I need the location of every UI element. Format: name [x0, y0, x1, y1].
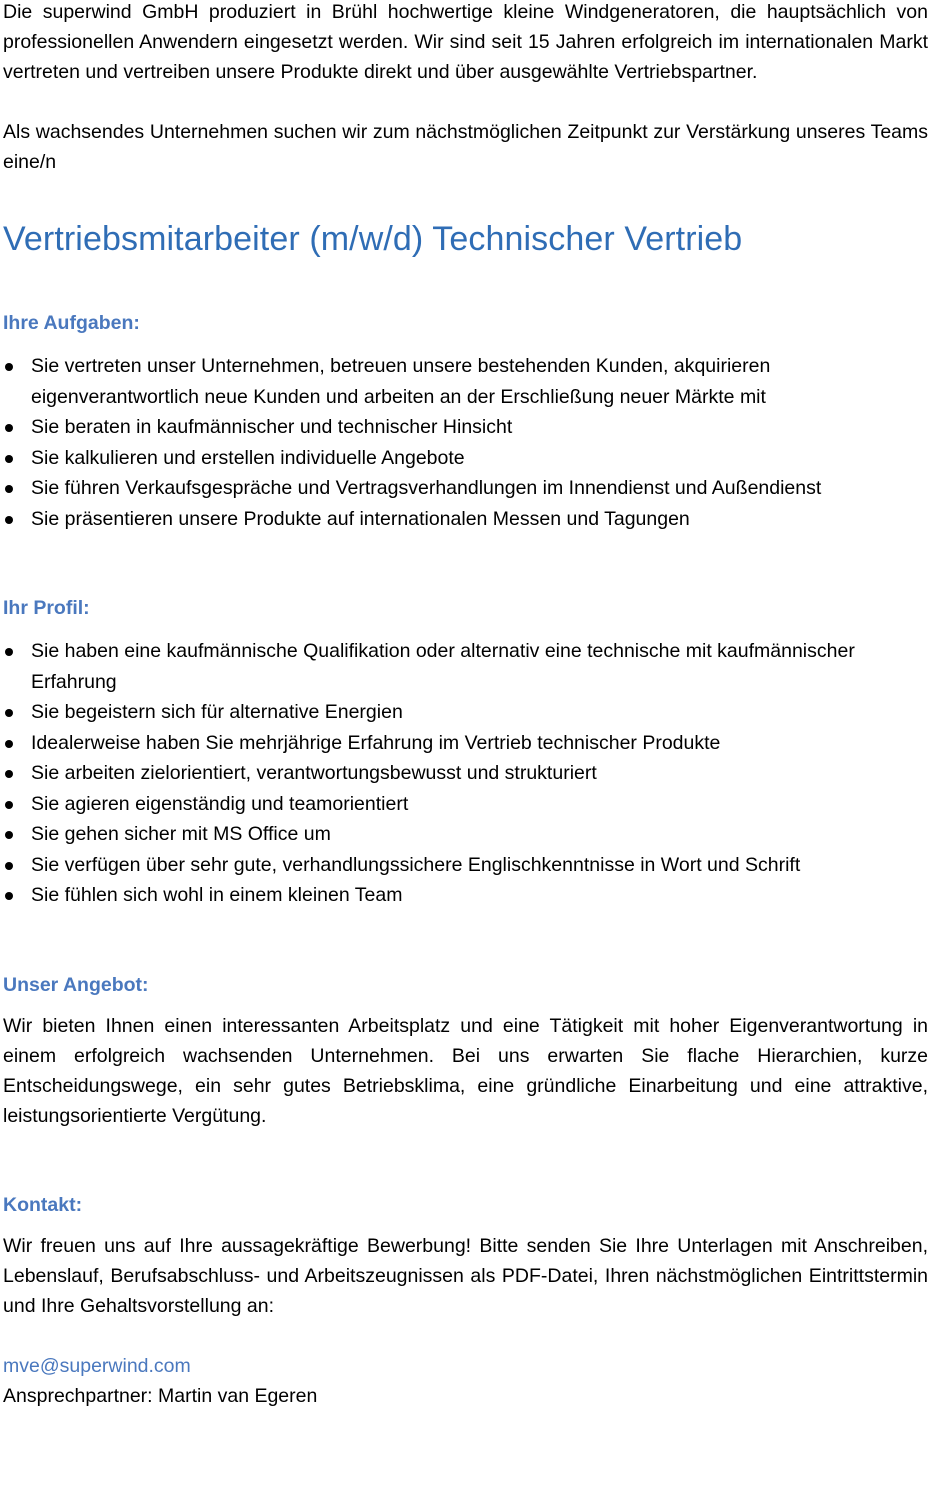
aufgaben-list — [3, 351, 928, 534]
contact-person: Ansprechpartner: Martin van Egeren — [3, 1384, 318, 1407]
bullet-icon — [5, 709, 13, 717]
list-item-text: Sie präsentieren unsere Produkte auf internationalen Messen und Tagungen — [31, 507, 690, 530]
section-heading-kontakt: Kontakt: — [3, 1193, 83, 1216]
profil-list — [3, 636, 928, 911]
bullet-icon — [5, 740, 13, 748]
list-item — [3, 412, 928, 443]
job-title: Vertriebsmitarbeiter (m/w/d) Technischer Vertrieb — [3, 220, 743, 258]
bullet-icon — [5, 648, 13, 656]
list-item — [3, 880, 928, 911]
bullet-icon — [5, 363, 13, 371]
list-item — [3, 443, 928, 474]
list-item-text: Sie fühlen sich wohl in einem kleinen Team — [31, 884, 403, 906]
section-heading-angebot: Unser Angebot: — [3, 973, 149, 996]
list-item-text: Sie beraten in kaufmännischer und technischer Hinsicht — [31, 416, 513, 438]
list-item — [3, 636, 928, 697]
list-item-text: Sie arbeiten zielorientiert, verantwortungsbewusst und strukturiert — [31, 762, 597, 784]
job-posting-document — [3, 0, 928, 1411]
list-item — [3, 728, 928, 759]
section-heading-aufgaben: Ihre Aufgaben: — [3, 312, 140, 334]
list-item-text: Sie verfügen über sehr gute, verhandlungssichere Englischkenntnisse in Wort und Schrift — [31, 853, 801, 876]
bullet-icon — [5, 424, 13, 432]
list-item — [3, 473, 928, 504]
list-item-text: Sie führen Verkaufsgespräche und Vertragsverhandlungen im Innendienst und Außendienst — [31, 477, 822, 499]
list-item — [3, 850, 928, 881]
bullet-icon — [5, 892, 13, 900]
angebot-paragraph: Wir bieten Ihnen einen interessanten Arbeitsplatz und eine Tätigkeit mit hoher Eigenverantwortung in einem erfolgreich wachsenden Unternehmen. Bei uns erwarten Sie flache Hierarchien, kurze Entscheidungswege, ein sehr gutes Betriebsklima, eine gründliche Einarbeitung und eine attraktive, leistungsorientierte Vergütung. — [3, 1014, 928, 1127]
list-item-text: Idealerweise haben Sie mehrjährige Erfahrung im Vertrieb technischer Produkte — [31, 731, 721, 754]
list-item — [3, 789, 928, 820]
bullet-icon — [5, 831, 13, 839]
intro-paragraph-search: Als wachsendes Unternehmen suchen wir zum nächstmöglichen Zeitpunkt zur Verstärkung unseres Teams eine/n — [3, 121, 928, 173]
kontakt-paragraph: Wir freuen uns auf Ihre aussagekräftige Bewerbung! Bitte senden Sie Ihre Unterlagen mit Anschreiben, Lebenslauf, Berufsabschluss- und Arbeitszeugnissen als PDF-Datei, Ihren nächstmöglichen Eintrittstermin und Ihre Gehaltsvorstellung an: — [3, 1234, 928, 1317]
list-item-text: Sie kalkulieren und erstellen individuelle Angebote — [31, 446, 465, 469]
list-item-text: Sie vertreten unser Unternehmen, betreuen unsere bestehenden Kunden, akquirieren eigenverantwortlich neue Kunden und arbeiten an der Erschließung neuer Märkte mit — [31, 355, 771, 408]
bullet-icon — [5, 516, 13, 524]
bullet-icon — [5, 770, 13, 778]
bullet-icon — [5, 485, 13, 493]
section-heading-profil: Ihr Profil: — [3, 597, 90, 619]
bullet-icon — [5, 862, 13, 870]
list-item — [3, 819, 928, 850]
bullet-icon — [5, 455, 13, 463]
list-item — [3, 758, 928, 789]
list-item-text: Sie haben eine kaufmännische Qualifikation oder alternativ eine technische mit kaufmännischer Erfahrung — [31, 640, 855, 693]
list-item — [3, 697, 928, 728]
list-item-text: Sie gehen sicher mit MS Office um — [31, 823, 331, 845]
contact-email-link[interactable]: mve@superwind.com — [3, 1354, 191, 1377]
list-item-text: Sie begeistern sich für alternative Energien — [31, 701, 403, 723]
intro-paragraph-company: Die superwind GmbH produziert in Brühl hochwertige kleine Windgeneratoren, die hauptsächlich von professionellen Anwendern eingesetzt werden. Wir sind seit 15 Jahren erfolgreich im internationalen Markt vertreten und vertreiben unsere Produkte direkt und über ausgewählte Vertriebspartner. — [3, 1, 928, 83]
list-item — [3, 504, 928, 535]
list-item — [3, 351, 928, 412]
bullet-icon — [5, 801, 13, 809]
list-item-text: Sie agieren eigenständig und teamorientiert — [31, 792, 409, 815]
